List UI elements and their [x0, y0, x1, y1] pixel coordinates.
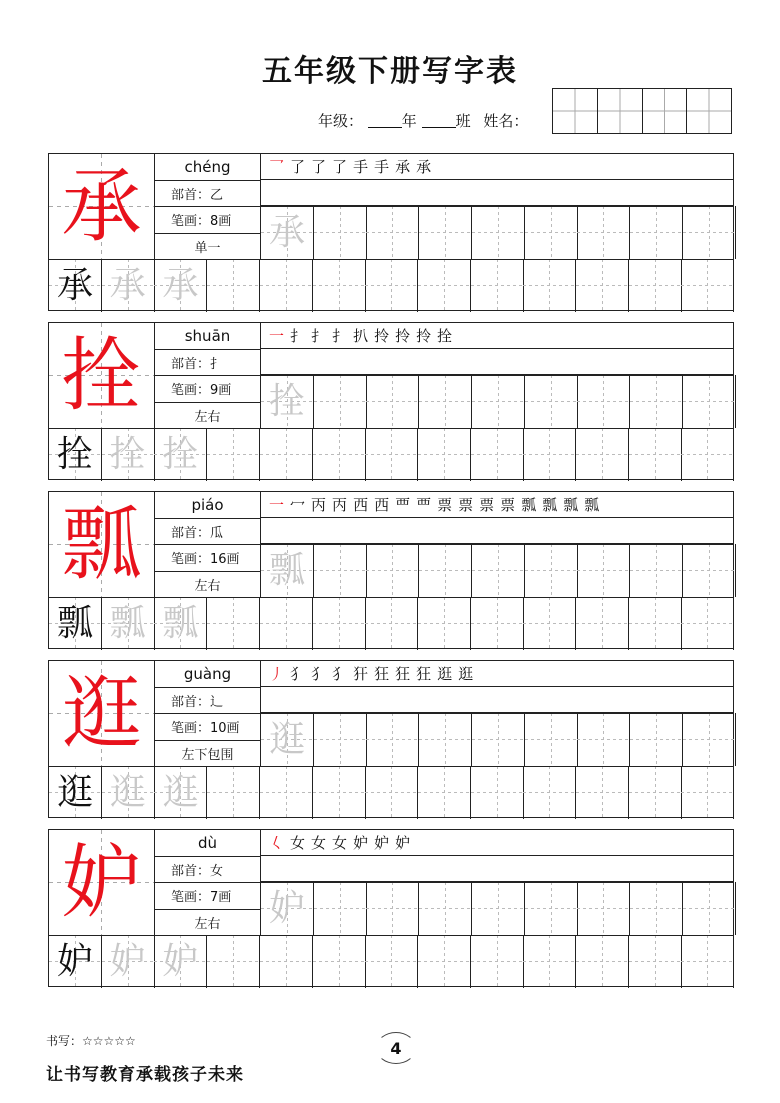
- practice-cell[interactable]: [365, 259, 418, 312]
- practice-cell[interactable]: [630, 882, 683, 935]
- practice-cell[interactable]: [471, 766, 524, 819]
- practice-cell[interactable]: [418, 428, 471, 481]
- practice-cell[interactable]: [260, 766, 313, 819]
- stroke-step: 狂: [395, 665, 411, 683]
- slogan: 让书写教育承载孩子未来: [46, 1065, 244, 1085]
- stroke-step: 拎: [416, 327, 432, 345]
- structure: 左下包围: [181, 748, 234, 764]
- practice-cell[interactable]: [366, 544, 419, 597]
- practice-cell[interactable]: [314, 375, 367, 428]
- practice-cell[interactable]: [260, 597, 313, 650]
- practice-cell[interactable]: [314, 544, 367, 597]
- stroke-step: 妒: [353, 834, 369, 852]
- radical: 部首：瓜: [155, 519, 260, 546]
- practice-cell[interactable]: [366, 882, 419, 935]
- practice-cell[interactable]: [313, 428, 366, 481]
- practice-cell[interactable]: [366, 375, 419, 428]
- class-blank[interactable]: [422, 113, 456, 128]
- practice-cell[interactable]: [577, 375, 630, 428]
- stroke-step: 瓢: [584, 496, 600, 514]
- practice-cell[interactable]: [523, 935, 576, 988]
- practice-cell[interactable]: [419, 882, 472, 935]
- practice-cell[interactable]: [472, 713, 525, 766]
- practice-cell[interactable]: [418, 597, 471, 650]
- practice-cell[interactable]: [313, 597, 366, 650]
- character-info: [155, 492, 261, 598]
- practice-cell[interactable]: [629, 259, 682, 312]
- practice-cell[interactable]: [365, 428, 418, 481]
- stroke-step: 丙: [311, 496, 327, 514]
- stroke-step: 妒: [374, 834, 390, 852]
- stroke-order: [261, 830, 733, 856]
- stroke-step: 扒: [353, 327, 369, 345]
- radical: 部首：辶: [155, 688, 260, 715]
- stroke-order: [261, 154, 733, 180]
- trace-cell[interactable]: 承: [261, 206, 314, 259]
- name-label: 姓名：: [483, 112, 529, 130]
- practice-cell[interactable]: [471, 935, 524, 988]
- character-block: [48, 660, 734, 818]
- stroke-step: 狂: [374, 665, 390, 683]
- practice-cell[interactable]: [260, 935, 313, 988]
- trace-cell[interactable]: 瓢: [154, 597, 207, 650]
- stroke-step: 逛: [437, 665, 453, 683]
- year-label: 年: [401, 112, 417, 130]
- practice-cell[interactable]: [419, 375, 472, 428]
- stroke-step: 票: [479, 496, 495, 514]
- model-character-cell: [49, 154, 155, 260]
- stroke-step: 犭: [290, 665, 306, 683]
- practice-cell[interactable]: [525, 713, 578, 766]
- pinyin: shuān: [155, 323, 260, 350]
- practice-cell[interactable]: [419, 206, 472, 259]
- trace-cell[interactable]: 承: [154, 259, 207, 312]
- trace-cell[interactable]: 拴: [261, 375, 314, 428]
- trace-cell[interactable]: 拴: [102, 428, 155, 481]
- practice-cell[interactable]: [683, 882, 736, 935]
- practice-cell[interactable]: [523, 428, 576, 481]
- grade-label: 年级：: [318, 112, 364, 130]
- practice-cell[interactable]: [681, 428, 734, 481]
- practice-cell[interactable]: [525, 375, 578, 428]
- radical: 部首：乙: [155, 181, 260, 208]
- stroke-count: 笔画：8画: [155, 207, 260, 234]
- practice-cell[interactable]: [681, 766, 734, 819]
- practice-cell[interactable]: [683, 206, 736, 259]
- structure: 左右: [194, 410, 221, 426]
- stroke-step: 西: [353, 496, 369, 514]
- stroke-order: [261, 661, 733, 687]
- practice-cell[interactable]: [629, 597, 682, 650]
- model-character: 承: [61, 159, 142, 253]
- class-label: 班: [455, 112, 471, 130]
- stroke-step: 瓢: [563, 496, 579, 514]
- trace-cell[interactable]: 逛: [102, 766, 155, 819]
- pinyin: chéng: [155, 154, 260, 181]
- practice-cell[interactable]: [418, 766, 471, 819]
- pinyin: dù: [155, 830, 260, 857]
- model-character: 逛: [61, 666, 142, 760]
- blank-row: [261, 518, 733, 544]
- stroke-step: 丙: [332, 496, 348, 514]
- character-block: [48, 491, 734, 649]
- model-character-cell: [49, 830, 155, 936]
- stroke-step: 票: [437, 496, 453, 514]
- stroke-step: 手: [353, 158, 369, 176]
- practice-cell[interactable]: [471, 259, 524, 312]
- practice-cell[interactable]: [629, 935, 682, 988]
- practice-cell[interactable]: [365, 935, 418, 988]
- practice-cell[interactable]: [630, 713, 683, 766]
- name-cell[interactable]: [643, 89, 688, 133]
- practice-cell[interactable]: [471, 597, 524, 650]
- sample-cell[interactable]: 妒: [49, 935, 102, 988]
- sample-cell[interactable]: 拴: [49, 428, 102, 481]
- practice-cell[interactable]: [681, 935, 734, 988]
- practice-cell[interactable]: [630, 375, 683, 428]
- stroke-step: 瓢: [521, 496, 537, 514]
- page-title: 五年级下册写字表: [262, 54, 518, 89]
- practice-cell[interactable]: [207, 935, 260, 988]
- stroke-step: 了: [311, 158, 327, 176]
- stroke-count: 笔画：16画: [155, 545, 260, 572]
- name-cell[interactable]: [553, 89, 598, 133]
- practice-cell[interactable]: [525, 882, 578, 935]
- trace-cell[interactable]: 拴: [154, 428, 207, 481]
- name-grid[interactable]: [552, 88, 732, 134]
- page-number: [376, 1032, 416, 1064]
- practice-cell[interactable]: [260, 428, 313, 481]
- practice-cell[interactable]: [630, 206, 683, 259]
- stroke-step: 承: [395, 158, 411, 176]
- trace-cell[interactable]: 瓢: [102, 597, 155, 650]
- practice-cell[interactable]: [525, 206, 578, 259]
- practice-cell[interactable]: [313, 935, 366, 988]
- stroke-step: 扌: [290, 327, 306, 345]
- practice-cell[interactable]: [525, 544, 578, 597]
- structure: 单一: [194, 241, 221, 257]
- trace-cell[interactable]: 妒: [154, 935, 207, 988]
- practice-cell[interactable]: [523, 766, 576, 819]
- practice-cell[interactable]: [681, 597, 734, 650]
- blank-row: [261, 349, 733, 375]
- practice-cell[interactable]: [630, 544, 683, 597]
- pinyin: piáo: [155, 492, 260, 519]
- stroke-step: 票: [500, 496, 516, 514]
- practice-cell[interactable]: [419, 713, 472, 766]
- stroke-step: 手: [374, 158, 390, 176]
- sample-cell[interactable]: 逛: [49, 766, 102, 819]
- sample-cell[interactable]: 瓢: [49, 597, 102, 650]
- stroke-step: 西: [374, 496, 390, 514]
- stroke-step: 扌: [311, 327, 327, 345]
- model-character: 瓢: [61, 497, 142, 591]
- stroke-step: 了: [332, 158, 348, 176]
- character-info: [155, 661, 261, 767]
- stroke-step: 狂: [416, 665, 432, 683]
- model-character: 妒: [61, 835, 142, 929]
- trace-cell[interactable]: 妒: [261, 882, 314, 935]
- stroke-step: 𡿨: [269, 834, 285, 852]
- sample-cell[interactable]: 承: [49, 259, 102, 312]
- model-character-cell: [49, 492, 155, 598]
- stroke-step: 拎: [374, 327, 390, 345]
- trace-cell[interactable]: 逛: [261, 713, 314, 766]
- stroke-step: 覀: [416, 496, 432, 514]
- radical: 部首：扌: [155, 350, 260, 377]
- stroke-step: 女: [311, 834, 327, 852]
- blank-row: [261, 687, 733, 713]
- stroke-step: 丿: [269, 665, 285, 683]
- pinyin: guàng: [155, 661, 260, 688]
- practice-cell[interactable]: [681, 259, 734, 312]
- stroke-count: 笔画：9画: [155, 376, 260, 403]
- model-character-cell: [49, 323, 155, 429]
- practice-cell[interactable]: [365, 766, 418, 819]
- practice-cell[interactable]: [683, 544, 736, 597]
- practice-cell[interactable]: [418, 935, 471, 988]
- blank-row: [261, 180, 733, 206]
- trace-cell[interactable]: 承: [102, 259, 155, 312]
- practice-cell[interactable]: [313, 766, 366, 819]
- practice-cell[interactable]: [314, 882, 367, 935]
- practice-cell[interactable]: [576, 766, 629, 819]
- practice-cell[interactable]: [207, 766, 260, 819]
- page-number-text: 4: [390, 1038, 402, 1058]
- structure: 左右: [194, 917, 221, 933]
- practice-cell[interactable]: [577, 882, 630, 935]
- practice-cell[interactable]: [577, 713, 630, 766]
- grade-blank[interactable]: [368, 113, 402, 128]
- stroke-step: 扌: [332, 327, 348, 345]
- stroke-order: [261, 492, 733, 518]
- stroke-step: 犭: [311, 665, 327, 683]
- character-block: [48, 829, 734, 987]
- stroke-step: 拎: [395, 327, 411, 345]
- stroke-step: 了: [290, 158, 306, 176]
- stroke-order: [261, 323, 733, 349]
- practice-cell[interactable]: [577, 206, 630, 259]
- practice-cell[interactable]: [207, 428, 260, 481]
- stroke-step: 拴: [437, 327, 453, 345]
- stroke-count: 笔画：10画: [155, 714, 260, 741]
- stroke-step: 犴: [353, 665, 369, 683]
- practice-cell[interactable]: [629, 428, 682, 481]
- structure: 左右: [194, 579, 221, 595]
- practice-cell[interactable]: [576, 597, 629, 650]
- practice-cell[interactable]: [523, 597, 576, 650]
- character-block: [48, 322, 734, 480]
- stroke-step: 一: [269, 327, 285, 345]
- character-info: [155, 830, 261, 936]
- name-cell[interactable]: [598, 89, 643, 133]
- practice-cell[interactable]: [418, 259, 471, 312]
- practice-cell[interactable]: [523, 259, 576, 312]
- stroke-step: 女: [332, 834, 348, 852]
- stroke-count: 笔画：7画: [155, 883, 260, 910]
- practice-cell[interactable]: [365, 597, 418, 650]
- practice-cell[interactable]: [314, 206, 367, 259]
- practice-cell[interactable]: [472, 544, 525, 597]
- practice-cell[interactable]: [576, 259, 629, 312]
- stroke-step: 承: [416, 158, 432, 176]
- stroke-step: 女: [290, 834, 306, 852]
- practice-cell[interactable]: [576, 428, 629, 481]
- student-info: [318, 110, 528, 131]
- practice-cell[interactable]: [260, 259, 313, 312]
- stroke-step: 瓢: [542, 496, 558, 514]
- character-info: [155, 323, 261, 429]
- stroke-step: 冖: [290, 496, 306, 514]
- trace-cell[interactable]: 瓢: [261, 544, 314, 597]
- radical: 部首：女: [155, 857, 260, 884]
- stroke-step: 妒: [395, 834, 411, 852]
- character-block: [48, 153, 734, 311]
- practice-cell[interactable]: [472, 375, 525, 428]
- practice-cell[interactable]: [629, 766, 682, 819]
- practice-cell[interactable]: [471, 428, 524, 481]
- practice-cell[interactable]: [366, 713, 419, 766]
- practice-cell[interactable]: [472, 882, 525, 935]
- name-cell[interactable]: [687, 89, 731, 133]
- rating-label: 书写：☆☆☆☆☆: [46, 1034, 136, 1048]
- model-character-cell: [49, 661, 155, 767]
- practice-cell[interactable]: [366, 206, 419, 259]
- practice-cell[interactable]: [313, 259, 366, 312]
- character-info: [155, 154, 261, 260]
- model-character: 拴: [61, 328, 142, 422]
- practice-cell[interactable]: [419, 544, 472, 597]
- practice-cell[interactable]: [207, 597, 260, 650]
- stroke-step: 覀: [395, 496, 411, 514]
- practice-cell[interactable]: [207, 259, 260, 312]
- practice-cell[interactable]: [314, 713, 367, 766]
- practice-cell[interactable]: [683, 375, 736, 428]
- stroke-step: 一: [269, 496, 285, 514]
- stroke-step: 犭: [332, 665, 348, 683]
- page-number-ornament: [376, 1032, 416, 1064]
- practice-cell[interactable]: [577, 544, 630, 597]
- blank-row: [261, 856, 733, 882]
- trace-cell[interactable]: 逛: [154, 766, 207, 819]
- practice-cell[interactable]: [683, 713, 736, 766]
- practice-cell[interactable]: [472, 206, 525, 259]
- practice-cell[interactable]: [576, 935, 629, 988]
- stroke-step: 乛: [269, 158, 285, 176]
- trace-cell[interactable]: 妒: [102, 935, 155, 988]
- stroke-step: 逛: [458, 665, 474, 683]
- stroke-step: 票: [458, 496, 474, 514]
